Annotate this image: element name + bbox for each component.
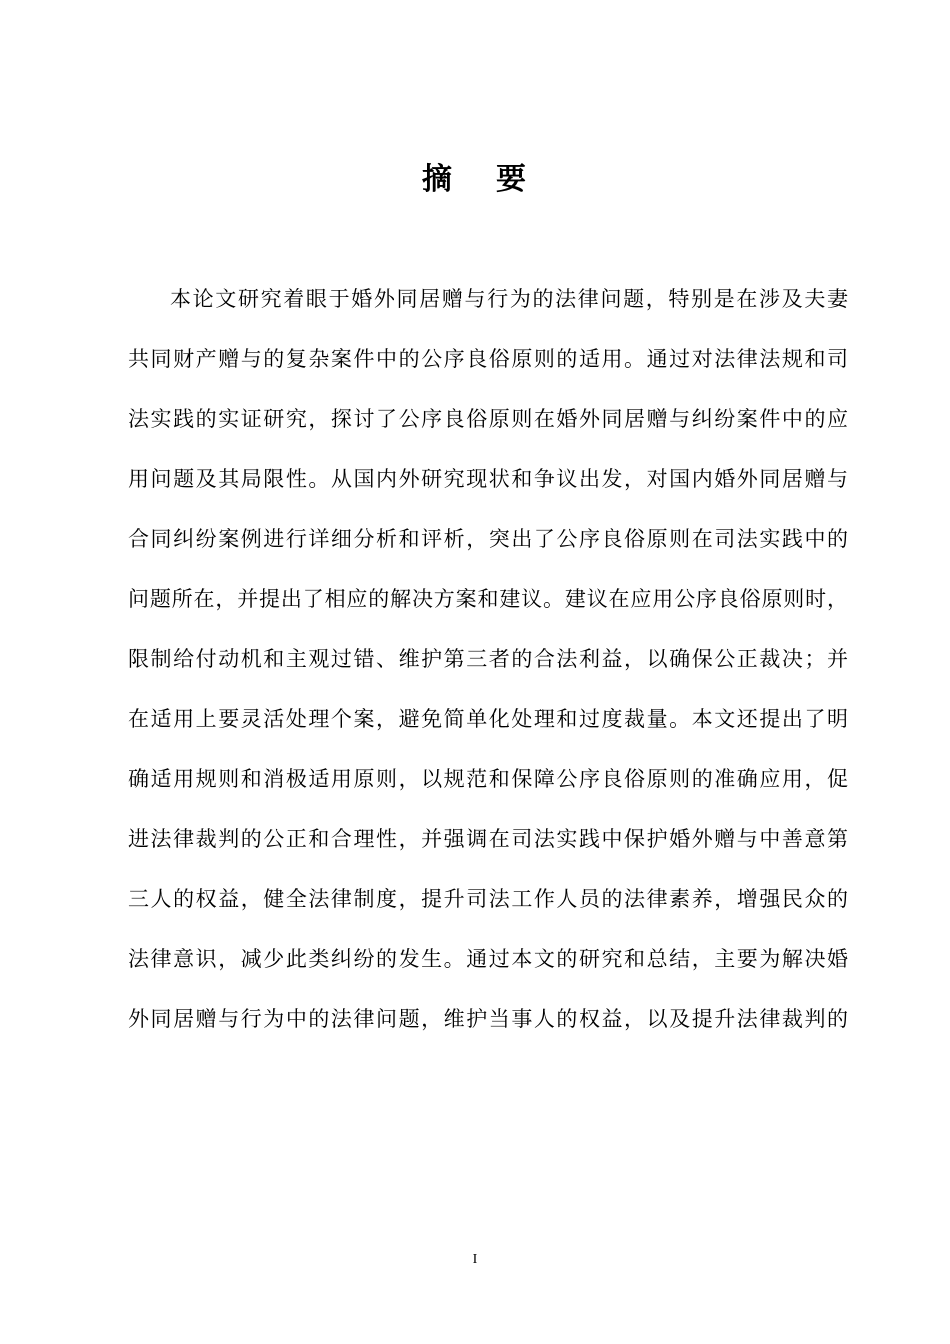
abstract-line-13: 外同居赠与行为中的法律问题，维护当事人的权益，以及提升法律裁判的 bbox=[128, 1007, 848, 1031]
abstract-line-11: 三人的权益，健全法律制度，提升司法工作人员的法律素养，增强民众的 bbox=[128, 887, 848, 911]
abstract-line-4: 用问题及其局限性。从国内外研究现状和争议出发，对国内婚外同居赠与 bbox=[128, 467, 848, 491]
abstract-line-7: 限制给付动机和主观过错、维护第三者的合法利益，以确保公正裁决；并 bbox=[128, 647, 848, 671]
abstract-line-8: 在适用上要灵活处理个案，避免简单化处理和过度裁量。本文还提出了明 bbox=[128, 707, 848, 731]
abstract-line-2: 共同财产赠与的复杂案件中的公序良俗原则的适用。通过对法律法规和司 bbox=[128, 347, 848, 371]
title-char-1: 摘 bbox=[422, 162, 454, 197]
page-title bbox=[0, 160, 950, 200]
abstract-body bbox=[128, 279, 848, 1059]
abstract-line-12: 法律意识，减少此类纠纷的发生。通过本文的研究和总结，主要为解决婚 bbox=[128, 947, 848, 971]
abstract-line-5: 合同纠纷案例进行详细分析和评析，突出了公序良俗原则在司法实践中的 bbox=[128, 527, 848, 551]
abstract-line-3: 法实践的实证研究，探讨了公序良俗原则在婚外同居赠与纠纷案件中的应 bbox=[128, 407, 848, 431]
abstract-line-1: 本论文研究着眼于婚外同居赠与行为的法律问题，特别是在涉及夫妻 bbox=[170, 287, 848, 311]
abstract-line-9: 确适用规则和消极适用原则，以规范和保障公序良俗原则的准确应用，促 bbox=[128, 767, 848, 791]
abstract-line-10: 进法律裁判的公正和合理性，并强调在司法实践中保护婚外赠与中善意第 bbox=[128, 827, 848, 851]
abstract-line-6: 问题所在，并提出了相应的解决方案和建议。建议在应用公序良俗原则时， bbox=[128, 587, 848, 611]
title-char-2: 要 bbox=[496, 162, 528, 197]
page-number: I bbox=[472, 1252, 478, 1267]
